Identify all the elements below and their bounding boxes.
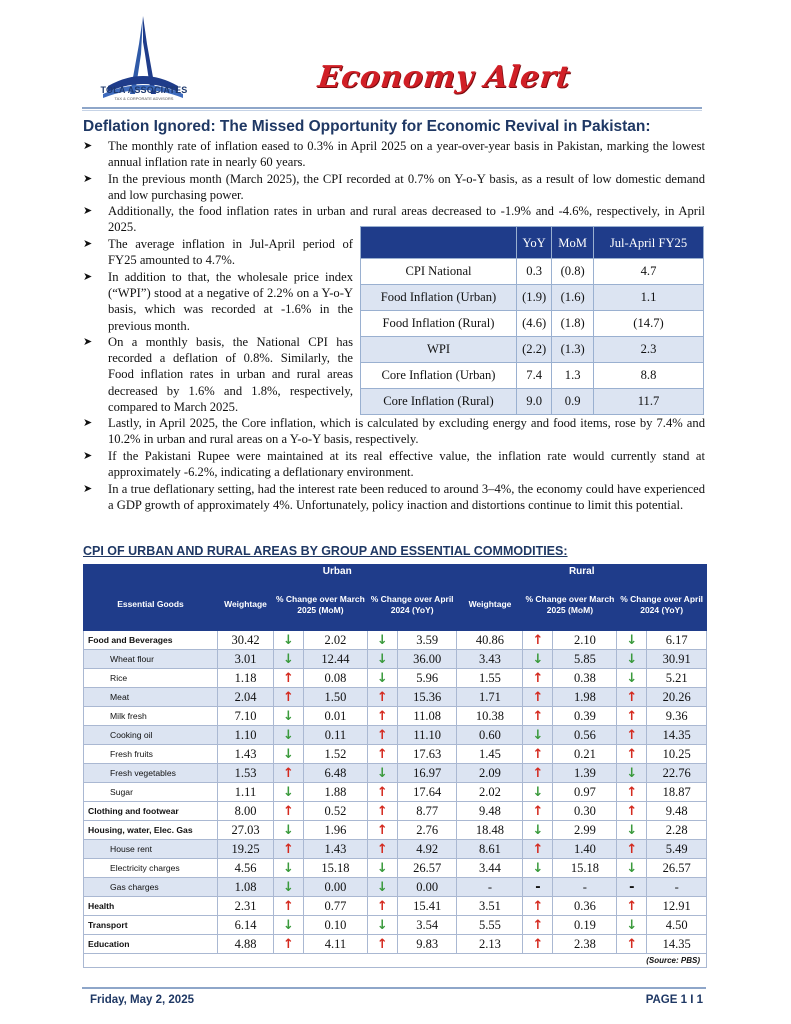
footer-page-number: PAGE 1 I 1 xyxy=(645,994,703,1006)
urban-yoy-value: 2.76 xyxy=(397,821,457,840)
rural-yoy-value: 12.91 xyxy=(647,897,707,916)
down-arrow-icon: ↓ xyxy=(617,631,647,650)
summary-yoy: 0.3 xyxy=(517,259,552,285)
rural-weightage: 3.44 xyxy=(457,859,523,878)
cpi-group-urban: Urban xyxy=(218,565,457,579)
cpi-item-name: Housing, water, Elec. Gas xyxy=(84,821,218,840)
summary-row xyxy=(361,363,704,389)
down-arrow-icon: ↓ xyxy=(523,783,553,802)
summary-mom: 1.3 xyxy=(552,363,594,389)
rural-yoy-value: 30.91 xyxy=(647,650,707,669)
urban-yoy-value: 16.97 xyxy=(397,764,457,783)
urban-weightage: 1.43 xyxy=(218,745,274,764)
arrowhead-bullet-icon: ➤ xyxy=(83,238,93,250)
rural-weightage: 2.02 xyxy=(457,783,523,802)
rural-weightage: 3.43 xyxy=(457,650,523,669)
up-arrow-icon: ↑ xyxy=(367,802,397,821)
summary-ytd: 2.3 xyxy=(594,337,704,363)
urban-mom-value: 1.96 xyxy=(304,821,368,840)
up-arrow-icon: ↑ xyxy=(523,916,553,935)
arrowhead-bullet-icon: ➤ xyxy=(83,271,93,283)
rural-weightage: 1.71 xyxy=(457,688,523,707)
rural-weightage: - xyxy=(457,878,523,897)
down-arrow-icon: ↓ xyxy=(274,859,304,878)
rural-weightage: 18.48 xyxy=(457,821,523,840)
up-arrow-icon: ↑ xyxy=(367,726,397,745)
up-arrow-icon: ↑ xyxy=(523,707,553,726)
summary-ytd: 11.7 xyxy=(594,389,704,415)
rural-mom-value: 0.21 xyxy=(553,745,617,764)
rural-weightage: 1.45 xyxy=(457,745,523,764)
urban-weightage: 6.14 xyxy=(218,916,274,935)
down-arrow-icon: ↓ xyxy=(367,916,397,935)
urban-mom-value: 4.11 xyxy=(304,935,368,954)
col-urban-yoy: % Change over April 2024 (YoY) xyxy=(367,579,457,631)
arrowhead-bullet-icon: ➤ xyxy=(83,205,93,217)
down-arrow-icon: ↓ xyxy=(367,631,397,650)
up-arrow-icon: ↑ xyxy=(274,802,304,821)
bullet-item: ➤ The average inflation in Jul-April period of FY25 amounted to 4.7%. xyxy=(83,237,353,268)
rural-weightage: 2.13 xyxy=(457,935,523,954)
rural-weightage: 3.51 xyxy=(457,897,523,916)
rural-yoy-value: 9.48 xyxy=(647,802,707,821)
up-arrow-icon: ↑ xyxy=(367,821,397,840)
cpi-column-header-row xyxy=(84,579,707,631)
bullet-item: ➤ Additionally, the food inflation rates in urban and rural areas decreased to -1.9% and -4.6%, respectively, in April 2025. xyxy=(83,204,705,235)
rural-mom-value: 2.38 xyxy=(553,935,617,954)
summary-yoy: (4.6) xyxy=(517,311,552,337)
col-urban-mom: % Change over March 2025 (MoM) xyxy=(274,579,368,631)
up-arrow-icon: ↑ xyxy=(274,669,304,688)
urban-weightage: 4.56 xyxy=(218,859,274,878)
rural-yoy-value: 10.25 xyxy=(647,745,707,764)
urban-weightage: 19.25 xyxy=(218,840,274,859)
summary-label: CPI National xyxy=(361,259,517,285)
bullet-item: ➤ In addition to that, the wholesale price index (“WPI”) stood at a negative of 2.2% on a Y-o-Y basis, which was recorded at -1.6% in the previous month. xyxy=(83,270,353,333)
up-arrow-icon: ↑ xyxy=(617,783,647,802)
dash-marker: - xyxy=(617,878,647,897)
urban-mom-value: 1.43 xyxy=(304,840,368,859)
rural-mom-value: 15.18 xyxy=(553,859,617,878)
col-rural-mom: % Change over March 2025 (MoM) xyxy=(523,579,617,631)
rural-weightage: 9.48 xyxy=(457,802,523,821)
cpi-item-name: Health xyxy=(84,897,218,916)
summary-header-mom: MoM xyxy=(552,227,594,259)
summary-ytd: 4.7 xyxy=(594,259,704,285)
rural-mom-value: 0.30 xyxy=(553,802,617,821)
rural-mom-value: 1.39 xyxy=(553,764,617,783)
summary-label: WPI xyxy=(361,337,517,363)
summary-header-row xyxy=(361,227,704,259)
summary-ytd: 1.1 xyxy=(594,285,704,311)
down-arrow-icon: ↓ xyxy=(274,726,304,745)
rural-mom-value: 0.19 xyxy=(553,916,617,935)
up-arrow-icon: ↑ xyxy=(367,783,397,802)
rural-mom-value: 0.38 xyxy=(553,669,617,688)
urban-yoy-value: 8.77 xyxy=(397,802,457,821)
cpi-source: (Source: PBS) xyxy=(84,954,707,968)
down-arrow-icon: ↓ xyxy=(617,859,647,878)
rural-yoy-value: 4.50 xyxy=(647,916,707,935)
rural-weightage: 8.61 xyxy=(457,840,523,859)
cpi-group-header-row xyxy=(84,565,707,579)
summary-mom: (0.8) xyxy=(552,259,594,285)
down-arrow-icon: ↓ xyxy=(617,669,647,688)
down-arrow-icon: ↓ xyxy=(367,859,397,878)
cpi-item-name: Electricity charges xyxy=(84,859,218,878)
urban-yoy-value: 0.00 xyxy=(397,878,457,897)
cpi-table-body xyxy=(84,631,707,954)
cpi-item-name: Education xyxy=(84,935,218,954)
up-arrow-icon: ↑ xyxy=(523,840,553,859)
urban-yoy-value: 15.41 xyxy=(397,897,457,916)
urban-mom-value: 0.52 xyxy=(304,802,368,821)
arrowhead-bullet-icon: ➤ xyxy=(83,140,93,152)
urban-yoy-value: 3.54 xyxy=(397,916,457,935)
urban-yoy-value: 36.00 xyxy=(397,650,457,669)
col-rural-yoy: % Change over April 2024 (YoY) xyxy=(617,579,707,631)
summary-yoy: 9.0 xyxy=(517,389,552,415)
cpi-item-name: Food and Beverages xyxy=(84,631,218,650)
summary-yoy: 7.4 xyxy=(517,363,552,389)
summary-ytd: 8.8 xyxy=(594,363,704,389)
urban-weightage: 30.42 xyxy=(218,631,274,650)
summary-yoy: (2.2) xyxy=(517,337,552,363)
down-arrow-icon: ↓ xyxy=(523,821,553,840)
urban-yoy-value: 5.96 xyxy=(397,669,457,688)
cpi-source-row xyxy=(84,954,707,968)
summary-ytd: (14.7) xyxy=(594,311,704,337)
urban-mom-value: 0.08 xyxy=(304,669,368,688)
cpi-item-name: Meat xyxy=(84,688,218,707)
col-urban-weightage: Weightage xyxy=(218,579,274,631)
up-arrow-icon: ↑ xyxy=(274,897,304,916)
up-arrow-icon: ↑ xyxy=(367,745,397,764)
urban-yoy-value: 11.10 xyxy=(397,726,457,745)
urban-mom-value: 1.50 xyxy=(304,688,368,707)
col-essential-goods: Essential Goods xyxy=(84,579,218,631)
urban-weightage: 3.01 xyxy=(218,650,274,669)
logo-name: TOLA ASSOCIATES xyxy=(100,85,188,95)
urban-weightage: 1.10 xyxy=(218,726,274,745)
rural-mom-value: 2.99 xyxy=(553,821,617,840)
urban-yoy-value: 17.63 xyxy=(397,745,457,764)
bullet-item: ➤ On a monthly basis, the National CPI has recorded a deflation of 0.8%. Similarly, the Food inflation rates in urban and rural areas decreased by 1.6% and 1.8%, respectively, compared to March 2025. xyxy=(83,335,353,414)
up-arrow-icon: ↑ xyxy=(617,726,647,745)
rural-weightage: 10.38 xyxy=(457,707,523,726)
down-arrow-icon: ↓ xyxy=(617,916,647,935)
up-arrow-icon: ↑ xyxy=(367,840,397,859)
inflation-summary-table xyxy=(360,226,704,415)
up-arrow-icon: ↑ xyxy=(274,840,304,859)
down-arrow-icon: ↓ xyxy=(367,650,397,669)
rural-mom-value: 0.97 xyxy=(553,783,617,802)
summary-row xyxy=(361,337,704,363)
cpi-row xyxy=(84,688,707,707)
urban-weightage: 8.00 xyxy=(218,802,274,821)
up-arrow-icon: ↑ xyxy=(523,669,553,688)
cpi-group-rural: Rural xyxy=(457,565,707,579)
cpi-row xyxy=(84,897,707,916)
footer-date: Friday, May 2, 2025 xyxy=(90,994,194,1006)
urban-mom-value: 0.77 xyxy=(304,897,368,916)
rural-weightage: 1.55 xyxy=(457,669,523,688)
up-arrow-icon: ↑ xyxy=(523,764,553,783)
up-arrow-icon: ↑ xyxy=(617,897,647,916)
cpi-item-name: Clothing and footwear xyxy=(84,802,218,821)
up-arrow-icon: ↑ xyxy=(617,840,647,859)
bullet-item: ➤ If the Pakistani Rupee were maintained at its real effective value, the inflation rate would currently stand at approximately -6.2%, indicating a deflationary environment. xyxy=(83,449,705,480)
down-arrow-icon: ↓ xyxy=(367,878,397,897)
header-divider xyxy=(82,107,702,109)
arrowhead-bullet-icon: ➤ xyxy=(83,450,93,462)
summary-mom: 0.9 xyxy=(552,389,594,415)
urban-weightage: 27.03 xyxy=(218,821,274,840)
urban-mom-value: 0.11 xyxy=(304,726,368,745)
summary-row xyxy=(361,285,704,311)
down-arrow-icon: ↓ xyxy=(523,650,553,669)
urban-mom-value: 2.02 xyxy=(304,631,368,650)
bullet-item: ➤ Lastly, in April 2025, the Core inflation, which is calculated by excluding energy and food items, rose by 7.4% and 10.2% in urban and rural areas on a Y-o-Y basis, respectively. xyxy=(83,416,705,447)
cpi-table-container xyxy=(83,564,707,968)
cpi-group-blank xyxy=(84,565,218,579)
down-arrow-icon: ↓ xyxy=(274,745,304,764)
summary-header-yoy: YoY xyxy=(517,227,552,259)
rural-mom-value: 2.10 xyxy=(553,631,617,650)
bullet-item: ➤ The monthly rate of inflation eased to 0.3% in April 2025 on a year-over-year basis in Pakistan, marking the lowest annual inflation rate in nearly 60 years. xyxy=(83,139,705,170)
cpi-item-name: Wheat flour xyxy=(84,650,218,669)
down-arrow-icon: ↓ xyxy=(274,650,304,669)
cpi-section-title: CPI OF URBAN AND RURAL AREAS BY GROUP AND ESSENTIAL COMMODITIES: xyxy=(83,544,568,558)
cpi-row xyxy=(84,669,707,688)
arrowhead-bullet-icon: ➤ xyxy=(83,336,93,348)
article-headline: Deflation Ignored: The Missed Opportunity for Economic Revival in Pakistan: xyxy=(83,118,651,135)
summary-row xyxy=(361,311,704,337)
up-arrow-icon: ↑ xyxy=(617,745,647,764)
up-arrow-icon: ↑ xyxy=(617,707,647,726)
bullet-item: ➤ In the previous month (March 2025), the CPI recorded at 0.7% on Y-o-Y basis, as a result of low domestic demand and low purchasing power. xyxy=(83,172,705,203)
urban-mom-value: 0.10 xyxy=(304,916,368,935)
cpi-item-name: Fresh vegetables xyxy=(84,764,218,783)
cpi-item-name: House rent xyxy=(84,840,218,859)
down-arrow-icon: ↓ xyxy=(523,859,553,878)
up-arrow-icon: ↑ xyxy=(523,897,553,916)
header-divider-thin xyxy=(82,110,702,111)
urban-mom-value: 1.52 xyxy=(304,745,368,764)
up-arrow-icon: ↑ xyxy=(523,745,553,764)
urban-mom-value: 15.18 xyxy=(304,859,368,878)
cpi-row xyxy=(84,707,707,726)
down-arrow-icon: ↓ xyxy=(274,916,304,935)
down-arrow-icon: ↓ xyxy=(274,821,304,840)
urban-mom-value: 6.48 xyxy=(304,764,368,783)
cpi-row xyxy=(84,916,707,935)
cpi-item-name: Cooking oil xyxy=(84,726,218,745)
rural-mom-value: 0.39 xyxy=(553,707,617,726)
bullet-item: ➤ In a true deflationary setting, had the interest rate been reduced to around 3–4%, the economy could have experienced a GDP growth of approximately 4%. Unfortunately, policy inaction and distortions continue to limit this potential. xyxy=(83,482,705,513)
rural-weightage: 5.55 xyxy=(457,916,523,935)
cpi-row xyxy=(84,935,707,954)
urban-weightage: 1.08 xyxy=(218,878,274,897)
rural-weightage: 40.86 xyxy=(457,631,523,650)
urban-yoy-value: 4.92 xyxy=(397,840,457,859)
summary-label: Food Inflation (Urban) xyxy=(361,285,517,311)
footer-divider xyxy=(82,987,706,989)
summary-mom: (1.8) xyxy=(552,311,594,337)
dash-marker: - xyxy=(523,878,553,897)
urban-yoy-value: 17.64 xyxy=(397,783,457,802)
up-arrow-icon: ↑ xyxy=(367,688,397,707)
rural-yoy-value: 14.35 xyxy=(647,935,707,954)
urban-weightage: 1.18 xyxy=(218,669,274,688)
cpi-row xyxy=(84,764,707,783)
urban-mom-value: 1.88 xyxy=(304,783,368,802)
urban-weightage: 1.11 xyxy=(218,783,274,802)
up-arrow-icon: ↑ xyxy=(523,688,553,707)
summary-mom: (1.6) xyxy=(552,285,594,311)
down-arrow-icon: ↓ xyxy=(367,764,397,783)
urban-weightage: 7.10 xyxy=(218,707,274,726)
arrowhead-bullet-icon: ➤ xyxy=(83,483,93,495)
urban-mom-value: 12.44 xyxy=(304,650,368,669)
summary-mom: (1.3) xyxy=(552,337,594,363)
rural-mom-value: - xyxy=(553,878,617,897)
rural-mom-value: 0.36 xyxy=(553,897,617,916)
urban-yoy-value: 15.36 xyxy=(397,688,457,707)
rural-yoy-value: 5.21 xyxy=(647,669,707,688)
rural-yoy-value: 9.36 xyxy=(647,707,707,726)
up-arrow-icon: ↑ xyxy=(523,935,553,954)
down-arrow-icon: ↓ xyxy=(617,764,647,783)
cpi-item-name: Fresh fruits xyxy=(84,745,218,764)
rural-yoy-value: 14.35 xyxy=(647,726,707,745)
rural-mom-value: 5.85 xyxy=(553,650,617,669)
cpi-item-name: Gas charges xyxy=(84,878,218,897)
cpi-item-name: Rice xyxy=(84,669,218,688)
urban-weightage: 4.88 xyxy=(218,935,274,954)
rural-yoy-value: 2.28 xyxy=(647,821,707,840)
urban-weightage: 2.04 xyxy=(218,688,274,707)
up-arrow-icon: ↑ xyxy=(367,935,397,954)
rural-yoy-value: 5.49 xyxy=(647,840,707,859)
rural-mom-value: 1.98 xyxy=(553,688,617,707)
cpi-row xyxy=(84,650,707,669)
cpi-table xyxy=(83,564,707,968)
rural-yoy-value: 20.26 xyxy=(647,688,707,707)
cpi-row xyxy=(84,631,707,650)
up-arrow-icon: ↑ xyxy=(274,935,304,954)
urban-weightage: 2.31 xyxy=(218,897,274,916)
up-arrow-icon: ↑ xyxy=(617,802,647,821)
summary-header-ytd: Jul-April FY25 xyxy=(594,227,704,259)
summary-row xyxy=(361,259,704,285)
rural-yoy-value: 26.57 xyxy=(647,859,707,878)
up-arrow-icon: ↑ xyxy=(367,707,397,726)
rural-weightage: 0.60 xyxy=(457,726,523,745)
up-arrow-icon: ↑ xyxy=(367,897,397,916)
down-arrow-icon: ↓ xyxy=(274,707,304,726)
col-rural-weightage: Weightage xyxy=(457,579,523,631)
urban-weightage: 1.53 xyxy=(218,764,274,783)
urban-yoy-value: 3.59 xyxy=(397,631,457,650)
urban-yoy-value: 26.57 xyxy=(397,859,457,878)
cpi-row xyxy=(84,840,707,859)
down-arrow-icon: ↓ xyxy=(617,821,647,840)
urban-yoy-value: 11.08 xyxy=(397,707,457,726)
down-arrow-icon: ↓ xyxy=(367,669,397,688)
rural-yoy-value: 22.76 xyxy=(647,764,707,783)
summary-yoy: (1.9) xyxy=(517,285,552,311)
rural-weightage: 2.09 xyxy=(457,764,523,783)
cpi-row xyxy=(84,745,707,764)
cpi-item-name: Sugar xyxy=(84,783,218,802)
cpi-row xyxy=(84,726,707,745)
down-arrow-icon: ↓ xyxy=(523,726,553,745)
up-arrow-icon: ↑ xyxy=(617,935,647,954)
down-arrow-icon: ↓ xyxy=(274,631,304,650)
summary-label: Food Inflation (Rural) xyxy=(361,311,517,337)
cpi-row xyxy=(84,878,707,897)
rural-yoy-value: 6.17 xyxy=(647,631,707,650)
down-arrow-icon: ↓ xyxy=(274,783,304,802)
arrowhead-bullet-icon: ➤ xyxy=(83,173,93,185)
up-arrow-icon: ↑ xyxy=(274,688,304,707)
down-arrow-icon: ↓ xyxy=(617,650,647,669)
urban-yoy-value: 9.83 xyxy=(397,935,457,954)
summary-label: Core Inflation (Urban) xyxy=(361,363,517,389)
brand-title: Economy Alert xyxy=(316,60,573,95)
cpi-row xyxy=(84,859,707,878)
up-arrow-icon: ↑ xyxy=(274,764,304,783)
urban-mom-value: 0.00 xyxy=(304,878,368,897)
arrowhead-bullet-icon: ➤ xyxy=(83,417,93,429)
cpi-row xyxy=(84,821,707,840)
cpi-item-name: Milk fresh xyxy=(84,707,218,726)
summary-label: Core Inflation (Rural) xyxy=(361,389,517,415)
cpi-item-name: Transport xyxy=(84,916,218,935)
rural-yoy-value: 18.87 xyxy=(647,783,707,802)
up-arrow-icon: ↑ xyxy=(617,688,647,707)
logo-tagline: TAX & CORPORATE ADVISORS xyxy=(114,96,174,101)
rural-mom-value: 0.56 xyxy=(553,726,617,745)
cpi-row xyxy=(84,783,707,802)
up-arrow-icon: ↑ xyxy=(523,631,553,650)
urban-mom-value: 0.01 xyxy=(304,707,368,726)
rural-yoy-value: - xyxy=(647,878,707,897)
rural-mom-value: 1.40 xyxy=(553,840,617,859)
up-arrow-icon: ↑ xyxy=(523,802,553,821)
cpi-row xyxy=(84,802,707,821)
down-arrow-icon: ↓ xyxy=(274,878,304,897)
summary-header-blank xyxy=(361,227,517,259)
summary-row xyxy=(361,389,704,415)
